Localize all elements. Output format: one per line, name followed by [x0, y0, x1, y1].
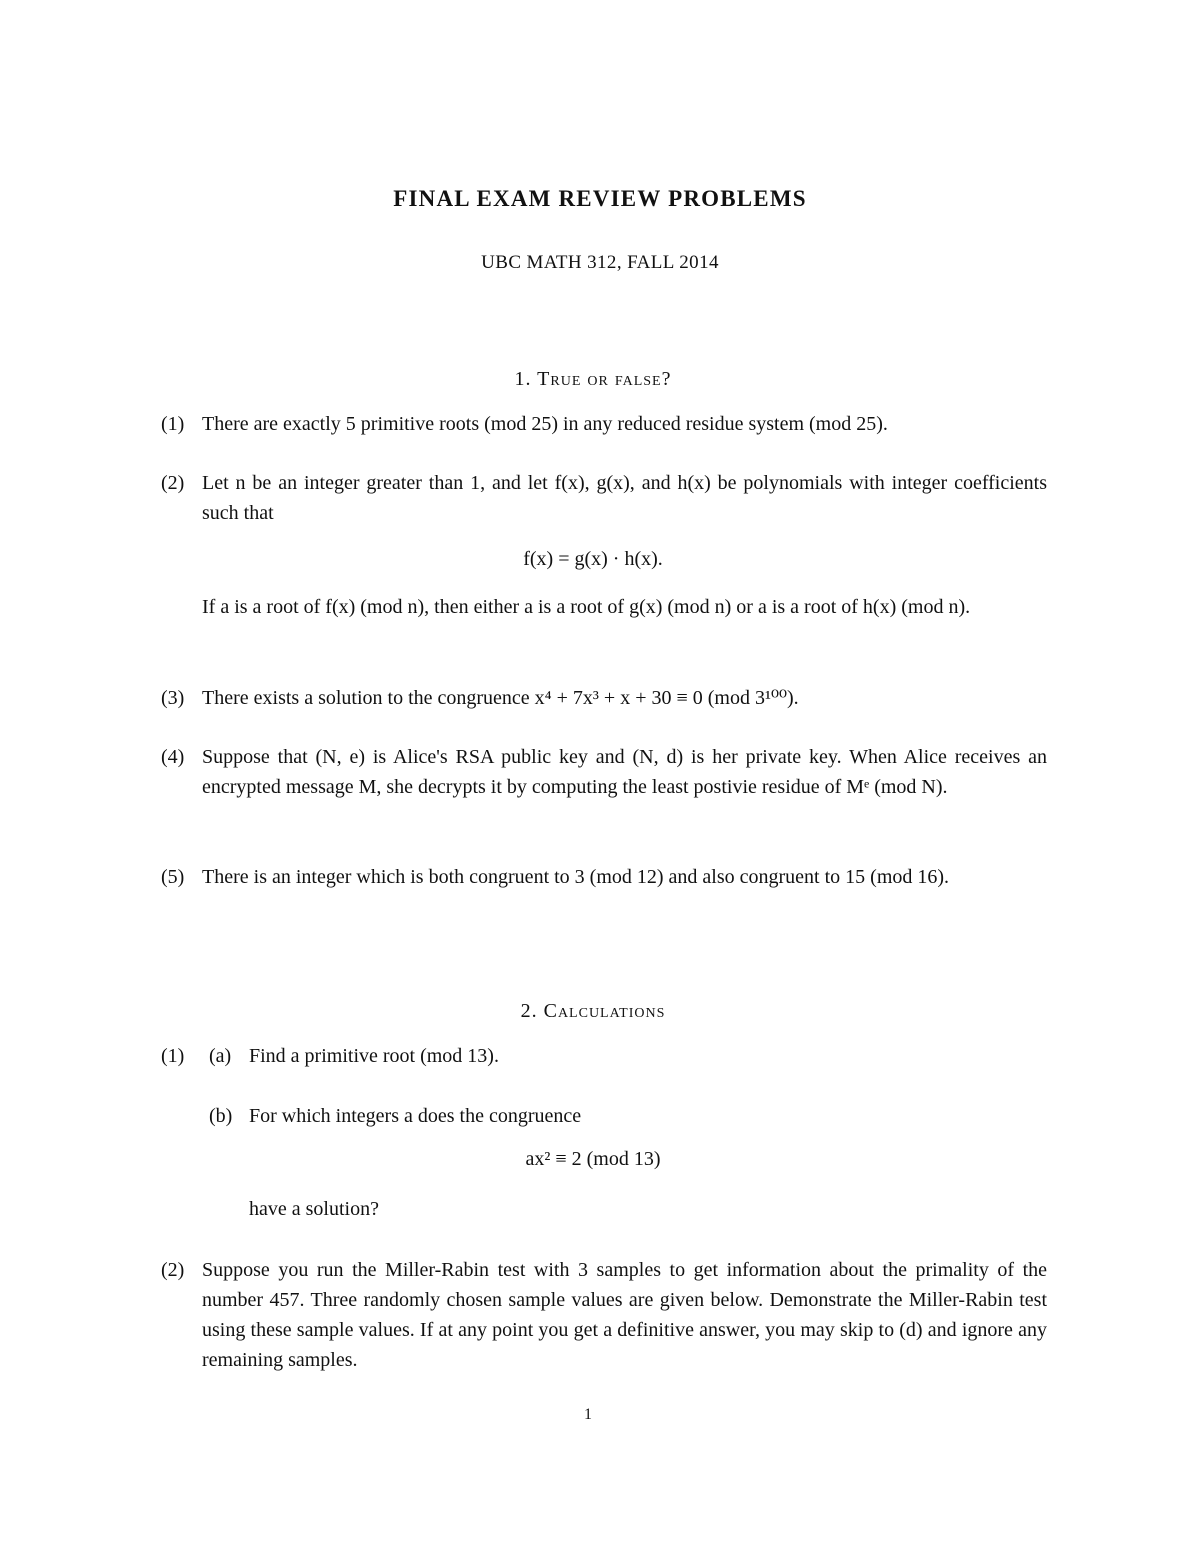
item-number: (5): [161, 866, 185, 888]
item-number: (3): [161, 687, 185, 709]
document-subtitle: UBC MATH 312, FALL 2014: [481, 252, 719, 273]
document-title: FINAL EXAM REVIEW PROBLEMS: [393, 186, 807, 211]
section-heading-true-or-false: 1. True or false?: [514, 368, 672, 390]
item-text: There exists a solution to the congruence x⁴ + 7x³ + x + 30 ≡ 0 (mod 3¹⁰⁰).: [202, 687, 799, 709]
item-number: (1): [161, 413, 185, 435]
equation-ax2-congruence: ax² ≡ 2 (mod 13): [525, 1148, 661, 1170]
part-text: Find a primitive root (mod 13).: [249, 1045, 499, 1067]
item-number: (2): [161, 1259, 185, 1281]
item-text: There is an integer which is both congruent to 3 (mod 12) and also congruent to 15 (mod 16).: [202, 866, 950, 888]
part-label: (b): [209, 1105, 233, 1127]
section-heading-calculations: 2. Calculations: [520, 1000, 666, 1022]
item-text: If a is a root of f(x) (mod n), then either a is a root of g(x) (mod n) or a is a root of h(x) (mod n).: [202, 596, 971, 618]
part-label: (a): [209, 1045, 232, 1067]
page-number: 1: [584, 1406, 592, 1423]
item-number: (1): [161, 1045, 185, 1067]
item-text: Suppose that (N, e) is Alice's RSA public key and (N, d) is her private key. When Alice receives an encrypted message M, she decrypts it by computing the least postivie residue of Mᵉ (mod N).: [202, 746, 1047, 798]
part-text: For which integers a does the congruence: [249, 1105, 582, 1127]
equation-f-equals-gh: f(x) = g(x) · h(x).: [523, 548, 663, 570]
item-number: (4): [161, 746, 185, 768]
item-text: Suppose you run the Miller-Rabin test with 3 samples to get information about the primality of the number 457. Three randomly chosen sample values are given below. Demonstrate the Miller-Rabin test using these sample values. If at any point you get a definitive answer, you may skip to (d) and ignore any remaining samples.: [202, 1259, 1047, 1371]
item-number: (2): [161, 472, 185, 494]
part-text: have a solution?: [249, 1198, 379, 1220]
item-text: There are exactly 5 primitive roots (mod 25) in any reduced residue system (mod 25).: [202, 413, 888, 435]
item-text: Let n be an integer greater than 1, and let f(x), g(x), and h(x) be polynomials with integer coefficients such that: [202, 472, 1047, 524]
